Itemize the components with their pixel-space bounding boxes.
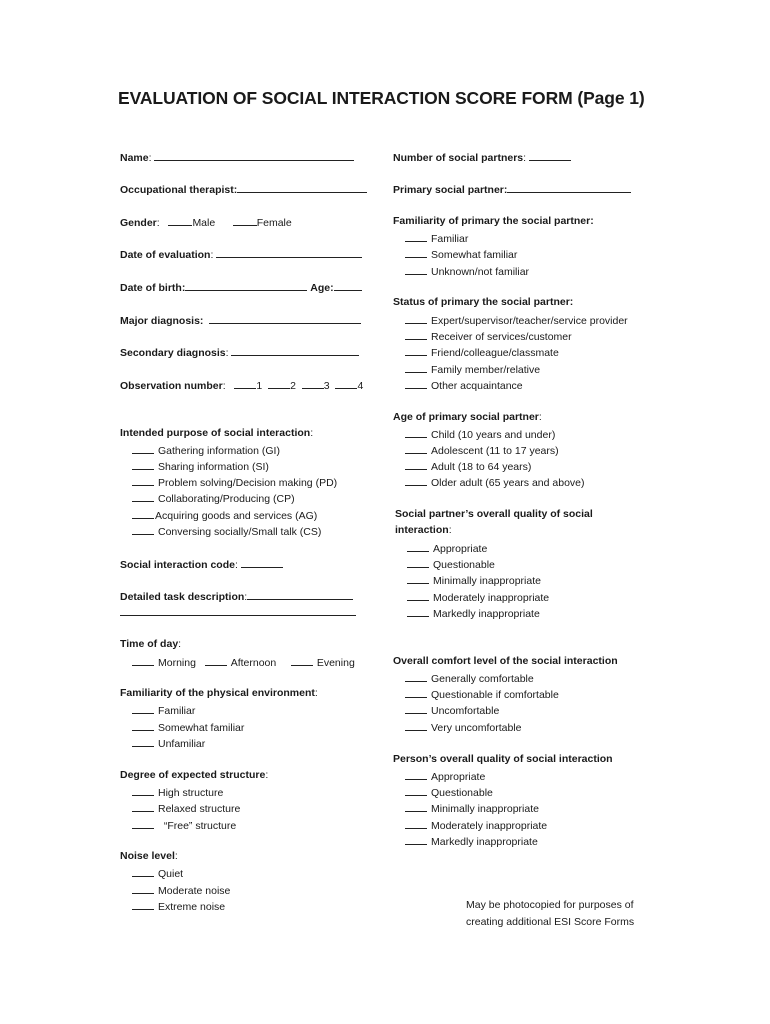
- option-label: Relaxed structure: [158, 803, 241, 815]
- partner-quality-option[interactable]: [407, 557, 495, 572]
- option-label: Adolescent (11 to 17 years): [431, 445, 559, 457]
- partners-label: Number of social partners: [393, 152, 524, 164]
- structure-option[interactable]: [132, 801, 240, 816]
- age-option[interactable]: [405, 427, 555, 442]
- status-option[interactable]: [405, 378, 523, 393]
- photocopy-note-line1: May be photocopied for purposes of: [466, 899, 634, 911]
- code-field[interactable]: Social interaction code:: [120, 557, 283, 572]
- person-quality-option[interactable]: [405, 834, 538, 849]
- purpose-option[interactable]: [132, 475, 337, 490]
- partner-quality-option[interactable]: [407, 541, 487, 556]
- comfort-label: Overall comfort level of the social interaction: [393, 655, 618, 667]
- env-option[interactable]: [132, 736, 205, 751]
- name-field[interactable]: Name:: [120, 150, 354, 165]
- obs-option-2: 2: [290, 380, 296, 392]
- familiarity-heading: [393, 215, 594, 228]
- structure-label: Degree of expected structure: [120, 769, 266, 781]
- option-label: Adult (18 to 64 years): [431, 461, 532, 473]
- status-option[interactable]: [405, 313, 628, 328]
- option-label: Child (10 years and under): [431, 429, 556, 441]
- option-label: Unfamiliar: [158, 738, 206, 750]
- noise-label: Noise level: [120, 850, 175, 862]
- option-label: Uncomfortable: [431, 705, 500, 717]
- obs-blank-4[interactable]: [335, 378, 357, 389]
- purpose-option[interactable]: [132, 524, 321, 539]
- primary-partner-label: Primary social partner:: [393, 184, 508, 196]
- familiarity-label: Familiarity of primary the social partner:: [393, 215, 594, 227]
- option-label: Somewhat familiar: [158, 722, 245, 734]
- time-option-evening: Evening: [316, 657, 355, 669]
- option-label: Moderate noise: [158, 885, 231, 897]
- time-blank-morning[interactable]: [132, 655, 154, 666]
- purpose-heading: Intended purpose of social interaction:: [120, 427, 314, 439]
- option-label: Sharing information (SI): [158, 461, 269, 473]
- status-option[interactable]: [405, 362, 540, 377]
- option-label: Family member/relative: [431, 364, 541, 376]
- option-label: Markedly inappropriate: [431, 836, 538, 848]
- env-option[interactable]: [132, 703, 195, 718]
- option-label: Gathering information (GI): [158, 445, 280, 457]
- option-label: Minimally inappropriate: [433, 575, 541, 587]
- option-label: Friend/colleague/classmate: [431, 347, 559, 359]
- task-label: Detailed task description: [120, 591, 245, 603]
- option-label: Familiar: [431, 233, 469, 245]
- familiarity-option[interactable]: [405, 247, 517, 262]
- env-label: Familiarity of the physical environment: [120, 687, 315, 699]
- time-label: Time of day: [120, 638, 179, 650]
- purpose-option[interactable]: [132, 491, 295, 506]
- age-heading: Age of primary social partner:: [393, 411, 542, 423]
- option-label: Appropriate: [433, 543, 488, 555]
- time-blank-evening[interactable]: [291, 655, 313, 666]
- person-quality-heading: [393, 753, 613, 766]
- option-label: Problem solving/Decision making (PD): [158, 477, 338, 489]
- obs-blank-1[interactable]: [234, 378, 256, 389]
- dob-label: Date of birth:: [120, 282, 186, 294]
- ot-field[interactable]: [120, 182, 367, 197]
- env-option[interactable]: [132, 720, 244, 735]
- option-label: Acquiring goods and services (AG): [155, 510, 318, 522]
- noise-option[interactable]: [132, 883, 230, 898]
- time-heading: Time of day:: [120, 638, 182, 650]
- status-heading: [393, 296, 573, 309]
- partner-quality-heading: [395, 508, 593, 521]
- obs-blank-3[interactable]: [302, 378, 324, 389]
- partner-quality-heading-2: interaction:: [395, 524, 452, 536]
- major-dx-field[interactable]: [120, 313, 361, 328]
- purpose-option[interactable]: [132, 459, 269, 474]
- time-option-morning: Morning: [158, 657, 196, 669]
- option-label: Expert/supervisor/teacher/service provider: [431, 315, 628, 327]
- option-label: Unknown/not familiar: [431, 266, 530, 278]
- gender-female-blank[interactable]: [233, 215, 257, 226]
- ot-label: Occupational therapist:: [120, 184, 238, 196]
- person-quality-option[interactable]: [405, 801, 539, 816]
- primary-partner-field[interactable]: [393, 182, 631, 197]
- obs-blank-2[interactable]: [268, 378, 290, 389]
- structure-heading: Degree of expected structure:: [120, 769, 269, 781]
- partner-age-label: Age of primary social partner: [393, 411, 539, 423]
- gender-label: Gender: [120, 217, 157, 229]
- age-option[interactable]: [405, 475, 585, 490]
- option-label: Very uncomfortable: [431, 722, 522, 734]
- option-label: Generally comfortable: [431, 673, 534, 685]
- person-quality-label: Person’s overall quality of social interaction: [393, 753, 613, 765]
- partner-quality-option[interactable]: [407, 606, 540, 621]
- time-options: [132, 655, 355, 670]
- secondary-dx-label: Secondary diagnosis: [120, 347, 226, 359]
- option-label: Moderately inappropriate: [433, 592, 550, 604]
- gender-male-blank[interactable]: [168, 215, 192, 226]
- purpose-option[interactable]: [132, 508, 317, 523]
- option-label: Questionable if comfortable: [431, 689, 559, 701]
- option-label: Questionable: [433, 559, 495, 571]
- comfort-option[interactable]: [405, 671, 534, 686]
- option-label: Questionable: [431, 787, 493, 799]
- option-label: High structure: [158, 787, 224, 799]
- doe-label: Date of evaluation: [120, 249, 211, 261]
- option-label: Extreme noise: [158, 901, 226, 913]
- purpose-option[interactable]: [132, 443, 280, 458]
- doe-field[interactable]: Date of evaluation:: [120, 247, 362, 262]
- gender-female-label: Female: [256, 217, 292, 229]
- option-label: Quiet: [158, 868, 184, 880]
- option-label: Other acquaintance: [431, 380, 523, 392]
- page-title: EVALUATION OF SOCIAL INTERACTION SCORE FORM (Page 1): [118, 88, 645, 108]
- age-option[interactable]: [405, 459, 531, 474]
- status-label: Status of primary the social partner:: [393, 296, 574, 308]
- partner-quality-label: Social partner’s overall quality of social: [395, 508, 593, 520]
- secondary-dx-field[interactable]: Secondary diagnosis:: [120, 345, 359, 360]
- option-label: Older adult (65 years and above): [431, 477, 585, 489]
- structure-option[interactable]: [132, 818, 236, 833]
- task-field[interactable]: Detailed task description:: [120, 589, 353, 604]
- person-quality-option[interactable]: [405, 785, 493, 800]
- person-quality-option[interactable]: [405, 769, 485, 784]
- code-label: Social interaction code: [120, 559, 235, 571]
- gender-male-label: Male: [192, 217, 216, 229]
- partner-quality-label-2: interaction: [395, 524, 449, 536]
- option-label: Markedly inappropriate: [433, 608, 540, 620]
- partner-quality-option[interactable]: [407, 590, 549, 605]
- noise-option[interactable]: [132, 866, 183, 881]
- option-label: Familiar: [158, 705, 196, 717]
- person-quality-option[interactable]: [405, 818, 547, 833]
- option-label: Appropriate: [431, 771, 486, 783]
- option-label: Moderately inappropriate: [431, 820, 548, 832]
- partner-quality-option[interactable]: [407, 573, 541, 588]
- purpose-label: Intended purpose of social interaction: [120, 427, 311, 439]
- noise-heading: Noise level:: [120, 850, 178, 862]
- comfort-heading: [393, 655, 618, 668]
- time-blank-afternoon[interactable]: [205, 655, 227, 666]
- comfort-option[interactable]: [405, 720, 521, 735]
- obs-option-3: 3: [323, 380, 330, 392]
- partners-field[interactable]: Number of social partners:: [393, 150, 571, 165]
- obs-field: Observation number: 1 2 3 4: [120, 380, 364, 392]
- status-option[interactable]: [405, 329, 572, 344]
- option-label: Conversing socially/Small talk (CS): [158, 526, 322, 538]
- env-heading: Familiarity of the physical environment:: [120, 687, 318, 699]
- familiarity-option[interactable]: [405, 264, 529, 279]
- option-label: “Free” structure: [163, 820, 237, 832]
- comfort-option[interactable]: [405, 703, 499, 718]
- option-label: Minimally inappropriate: [431, 803, 539, 815]
- gender-field: Gender: Male Female: [120, 217, 292, 229]
- comfort-option[interactable]: [405, 687, 559, 702]
- obs-option-1: 1: [256, 380, 263, 392]
- photocopy-note-line2: creating additional ESI Score Forms: [466, 916, 635, 928]
- noise-option[interactable]: [132, 899, 225, 914]
- status-option[interactable]: [405, 345, 559, 360]
- photocopy-note: [466, 897, 634, 931]
- obs-label: Observation number: [120, 380, 223, 392]
- age-label: Age:: [310, 282, 334, 294]
- option-label: Receiver of services/customer: [431, 331, 572, 343]
- time-option-afternoon: Afternoon: [230, 657, 277, 669]
- structure-option[interactable]: [132, 785, 223, 800]
- obs-option-4: 4: [357, 380, 364, 392]
- option-label: Collaborating/Producing (CP): [158, 493, 295, 505]
- age-option[interactable]: [405, 443, 559, 458]
- dob-field[interactable]: [120, 280, 362, 295]
- familiarity-option[interactable]: [405, 231, 468, 246]
- option-label: Somewhat familiar: [431, 249, 518, 261]
- major-dx-label: Major diagnosis:: [120, 315, 204, 327]
- name-label: Name: [120, 152, 149, 164]
- task-field-line2[interactable]: [120, 605, 356, 620]
